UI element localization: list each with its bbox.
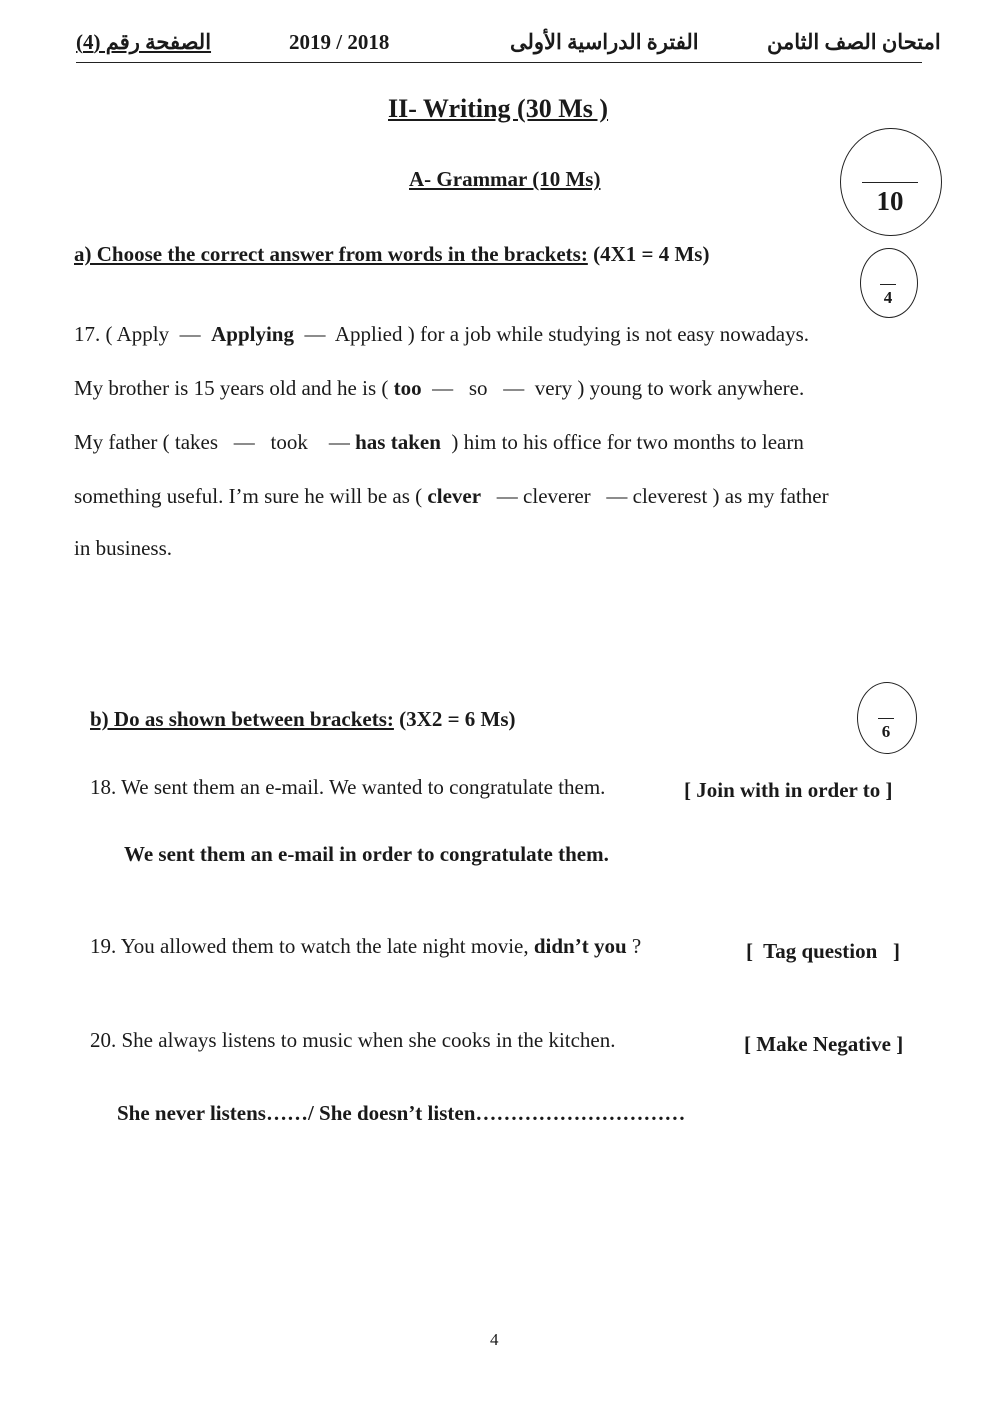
- term-label: الفترة الدراسية الأولى: [510, 30, 699, 54]
- q17-option-apply: ( Apply: [105, 322, 170, 346]
- part-a-score-line: [880, 284, 896, 285]
- part-b-heading-row: [90, 707, 516, 732]
- q17-answer-too: too: [393, 376, 422, 400]
- q17-answer-clever: clever: [427, 484, 482, 508]
- q19-question-mark: ?: [631, 934, 642, 958]
- part-a-heading-row: [74, 242, 709, 267]
- part-a-heading: a) Choose the correct answer from words in the brackets:: [74, 242, 588, 266]
- q20-text: 20. She always listens to music when she cooks in the kitchen.: [90, 1028, 616, 1052]
- q18-instruction: [ Join with in order to ]: [684, 778, 893, 802]
- q17-line-3-rest: ) him to his office for two months to learn: [451, 430, 804, 454]
- part-a-marks: (4X1 = 4 Ms): [593, 242, 710, 266]
- q19-answer: didn’t you: [533, 934, 627, 958]
- dash: —: [496, 484, 518, 508]
- header-divider: [76, 62, 922, 63]
- q17-line-4: [74, 484, 829, 509]
- dash: —: [606, 484, 628, 508]
- q19-row: [90, 934, 641, 959]
- q19-instruction: [ Tag question ]: [746, 939, 901, 963]
- part-a-score-value: 4: [883, 288, 893, 307]
- q19-text: 19. You allowed them to watch the late night movie,: [90, 934, 529, 958]
- q18-answer: We sent them an e-mail in order to congratulate them.: [124, 842, 609, 866]
- q17-line-4-pre: something useful. I’m sure he will be as (: [74, 484, 423, 508]
- dash: —: [432, 376, 454, 400]
- q17-option-cleverer: cleverer: [523, 484, 591, 508]
- q17-option-very: very: [534, 376, 573, 400]
- part-b-score-value: 6: [881, 722, 891, 741]
- dash: —: [503, 376, 525, 400]
- q17-line-5: in business.: [74, 536, 173, 560]
- q17-option-took: took: [270, 430, 308, 454]
- section-subtitle: A- Grammar (10 Ms): [409, 167, 601, 191]
- q18-text: 18. We sent them an e-mail. We wanted to congratulate them.: [90, 775, 606, 799]
- part-b-score-line: [878, 718, 894, 719]
- q17-line-1-rest: ) for a job while studying is not easy nowadays.: [407, 322, 809, 346]
- q17-line-1: [74, 322, 809, 347]
- q17-line-3-pre: My father ( takes: [74, 430, 219, 454]
- part-b-marks: (3X2 = 6 Ms): [399, 707, 516, 731]
- q17-line-3: [74, 430, 804, 455]
- q20-answer: She never listens……/ She doesn’t listen…………………………: [117, 1101, 686, 1125]
- academic-year: 2019 / 2018: [289, 30, 390, 54]
- total-mark-value: 10: [876, 186, 904, 216]
- q17-number: 17.: [74, 322, 101, 346]
- section-title: II- Writing (30 Ms ): [388, 94, 609, 123]
- exam-title: امتحان الصف الثامن: [767, 30, 941, 54]
- dash: —: [233, 430, 255, 454]
- page-number-label: الصفحة رقم (4): [76, 30, 212, 54]
- q17-line-2-pre: My brother is 15 years old and he is (: [74, 376, 389, 400]
- total-mark-line: [862, 182, 918, 183]
- dash: —: [179, 322, 201, 346]
- q17-line-2: [74, 376, 804, 401]
- dash: —: [328, 430, 350, 454]
- dash: —: [304, 322, 326, 346]
- q17-answer-applying: Applying: [211, 322, 294, 346]
- part-b-heading: b) Do as shown between brackets:: [90, 707, 394, 731]
- page-footer-number: 4: [490, 1330, 499, 1349]
- q17-option-so: so: [468, 376, 488, 400]
- q17-option-cleverest: cleverest ) as my father: [632, 484, 829, 508]
- q17-line-2-rest: ) young to work anywhere.: [577, 376, 805, 400]
- q20-instruction: [ Make Negative ]: [744, 1032, 904, 1056]
- q17-option-applied: Applied: [334, 322, 403, 346]
- q17-answer-has-taken: has taken: [355, 430, 441, 454]
